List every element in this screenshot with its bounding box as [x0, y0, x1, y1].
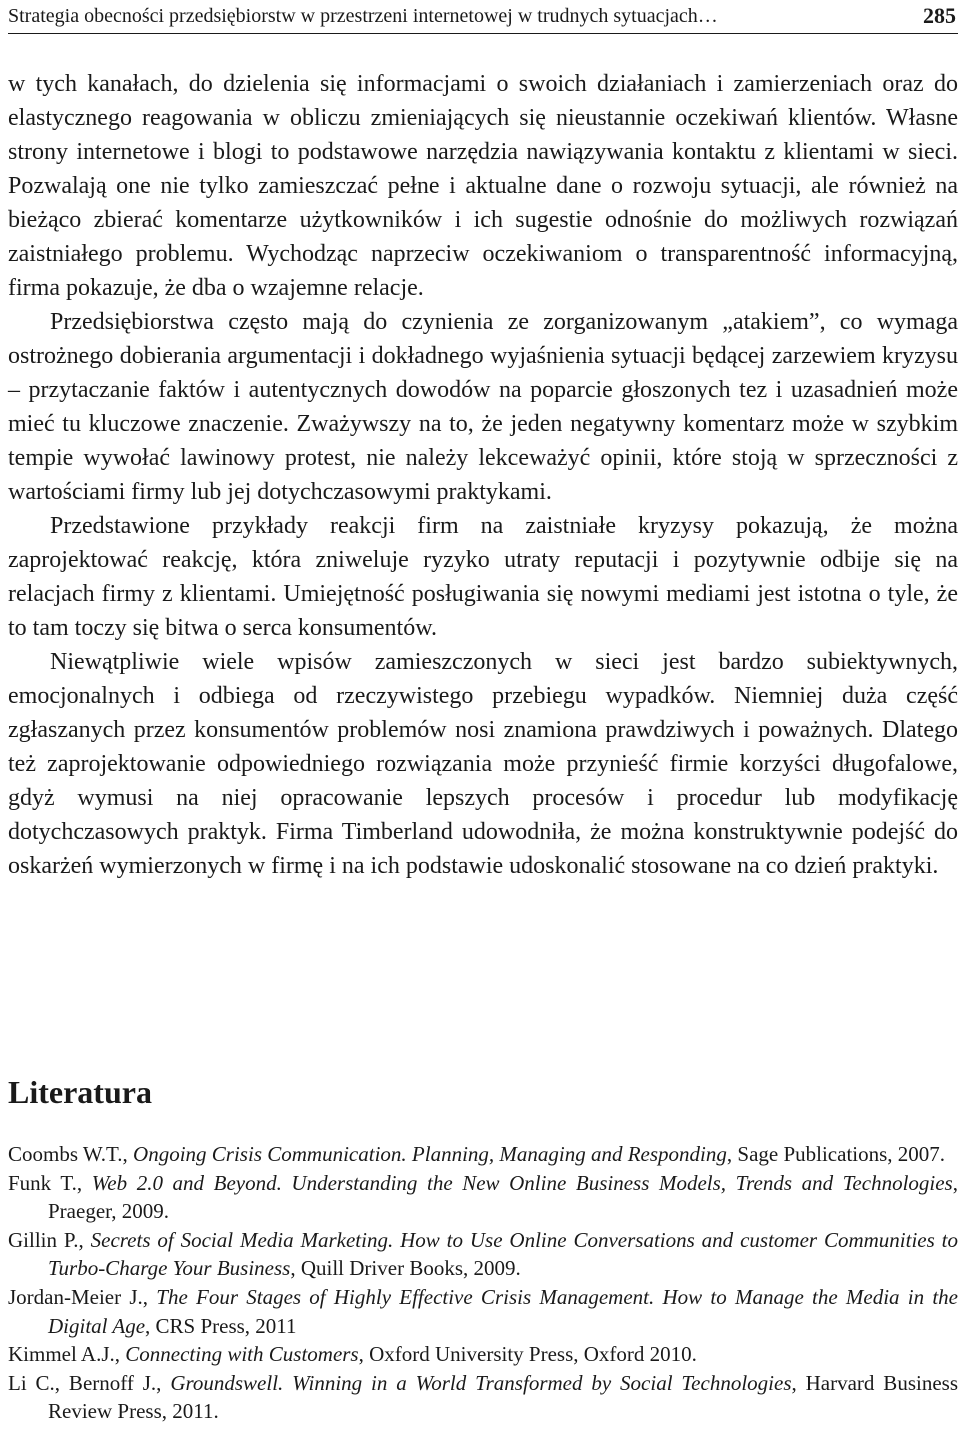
body-text	[8, 67, 958, 883]
reference-author: Jordan-Meier J.,	[8, 1284, 157, 1309]
paragraph: w tych kanałach, do dzielenia się informacjami o swoich działaniach i zamierzeniach oraz do elastycznego reagowania w obliczu zmieniających się nieustannie oczekiwań klientów. Własne strony internetowe i blogi to podstawowe narzędzia nawiązywania kontaktu z klientami w sieci. Pozwalają one nie tylko zamieszczać pełne i aktualne dane o rozwoju sytuacji, ale również na bieżąco zbierać komentarze użytkowników i ich sugestie odnośnie do możliwych rozwiązań zaistniałego problemu. Wychodząc naprzeciw oczekiwaniom o transparentność informacyjną, firma pokazuje, że dba o wzajemne relacje.	[8, 71, 958, 301]
paragraph: Przedstawione przykłady reakcji firm na zaistniałe kryzysy pokazują, że można zaprojektować reakcję, która zniweluje ryzyko utraty reputacji i pozytywnie odbije się na relacjach firmy z klientami. Umiejętność posługiwania się nowymi mediami jest istotna o tyle, że to tam toczy się bitwa o serca konsumentów.	[8, 513, 958, 641]
reference-title: Secrets of Social Media Marketing. How to Use Online Conversations and customer Communities to Turbo-Charge Your Business	[48, 1227, 958, 1281]
reference-title: The Four Stages of Highly Effective Crisis Management. How to Manage the Media in the Digital Age	[48, 1284, 958, 1338]
reference-author: Kimmel A.J.,	[8, 1342, 126, 1367]
reference-title: Web 2.0 and Beyond. Understanding the New Online Business Models, Trends and Technologies	[91, 1170, 953, 1195]
reference-title: Groundswell. Winning in a World Transformed by Social Technologies	[170, 1370, 792, 1395]
reference-list	[8, 1140, 958, 1426]
page-number: 285	[923, 3, 956, 28]
reference-entry	[8, 1283, 958, 1340]
reference-title: Ongoing Crisis Communication. Planning, Managing and Responding	[133, 1142, 727, 1166]
running-header	[8, 2, 958, 30]
paragraph: Niewątpliwie wiele wpisów zamieszczonych w sieci jest bardzo subiektywnych, emocjonalnych i odbiega od rzeczywistego przebiegu wypadków. Niemniej duża część zgłaszanych przez konsumentów problemów nosi znamiona prawdziwych i poważnych. Dlatego też zaprojektowanie odpowiedniego rozwiązania może przynieść firmie korzyści długofalowe, gdyż wymusi na niej opracowanie lepszych procesów i procedur lub modyfikację dotychczasowych praktyk. Firma Timberland udowodniła, że można konstruktywnie podejść do oskarżeń wymierzonych w firmę i na ich podstawie udoskonalić stosowane na co dzień praktyki.	[8, 649, 958, 879]
paragraph: Przedsiębiorstwa często mają do czynienia ze zorganizowanym „atakiem”, co wymaga ostrożnego dobierania argumentacji i dokładnego wyjaśnienia sytuacji będącej zarzewiem kryzysu – przytaczanie faktów i autentycznych dowodów na poparcie głoszonych tez i uzasadnień może mieć tu kluczowe znaczenie. Zważywszy na to, że jeden negatywny komentarz może w szybkim tempie wywołać lawinowy protest, nie należy lekceważyć opinii, które stoją w sprzeczności z wartościami firmy lub jej dotychczasowymi praktykami.	[8, 309, 958, 505]
reference-author: Coombs W.T.,	[8, 1142, 134, 1166]
reference-publisher: , CRS Press, 2011	[145, 1313, 297, 1338]
reference-publisher: , Harvard Business Review Press, 2011.	[48, 1370, 958, 1424]
reference-entry	[8, 1340, 958, 1369]
reference-entry	[8, 1169, 958, 1226]
reference-publisher: , Oxford University Press, Oxford 2010.	[358, 1342, 697, 1367]
document-page	[8, 0, 958, 1452]
reference-publisher: , Quill Driver Books, 2009.	[290, 1256, 521, 1281]
header-divider	[8, 33, 958, 34]
reference-author: Gillin P.,	[8, 1227, 91, 1252]
running-title: Strategia obecności przedsiębiorstw w przestrzeni internetowej w trudnych sytuacjach…	[8, 5, 718, 27]
reference-author: Funk T.,	[8, 1170, 92, 1195]
reference-title: Connecting with Customers	[125, 1342, 359, 1367]
reference-publisher: , Praeger, 2009.	[48, 1170, 958, 1224]
reference-entry	[8, 1369, 958, 1426]
reference-publisher: , Sage Publications, 2007.	[726, 1142, 946, 1166]
reference-author: Li C., Bernoff J.,	[8, 1370, 171, 1395]
section-heading-literatura: Literatura	[8, 1074, 152, 1110]
reference-entry	[8, 1140, 958, 1169]
reference-entry	[8, 1226, 958, 1283]
